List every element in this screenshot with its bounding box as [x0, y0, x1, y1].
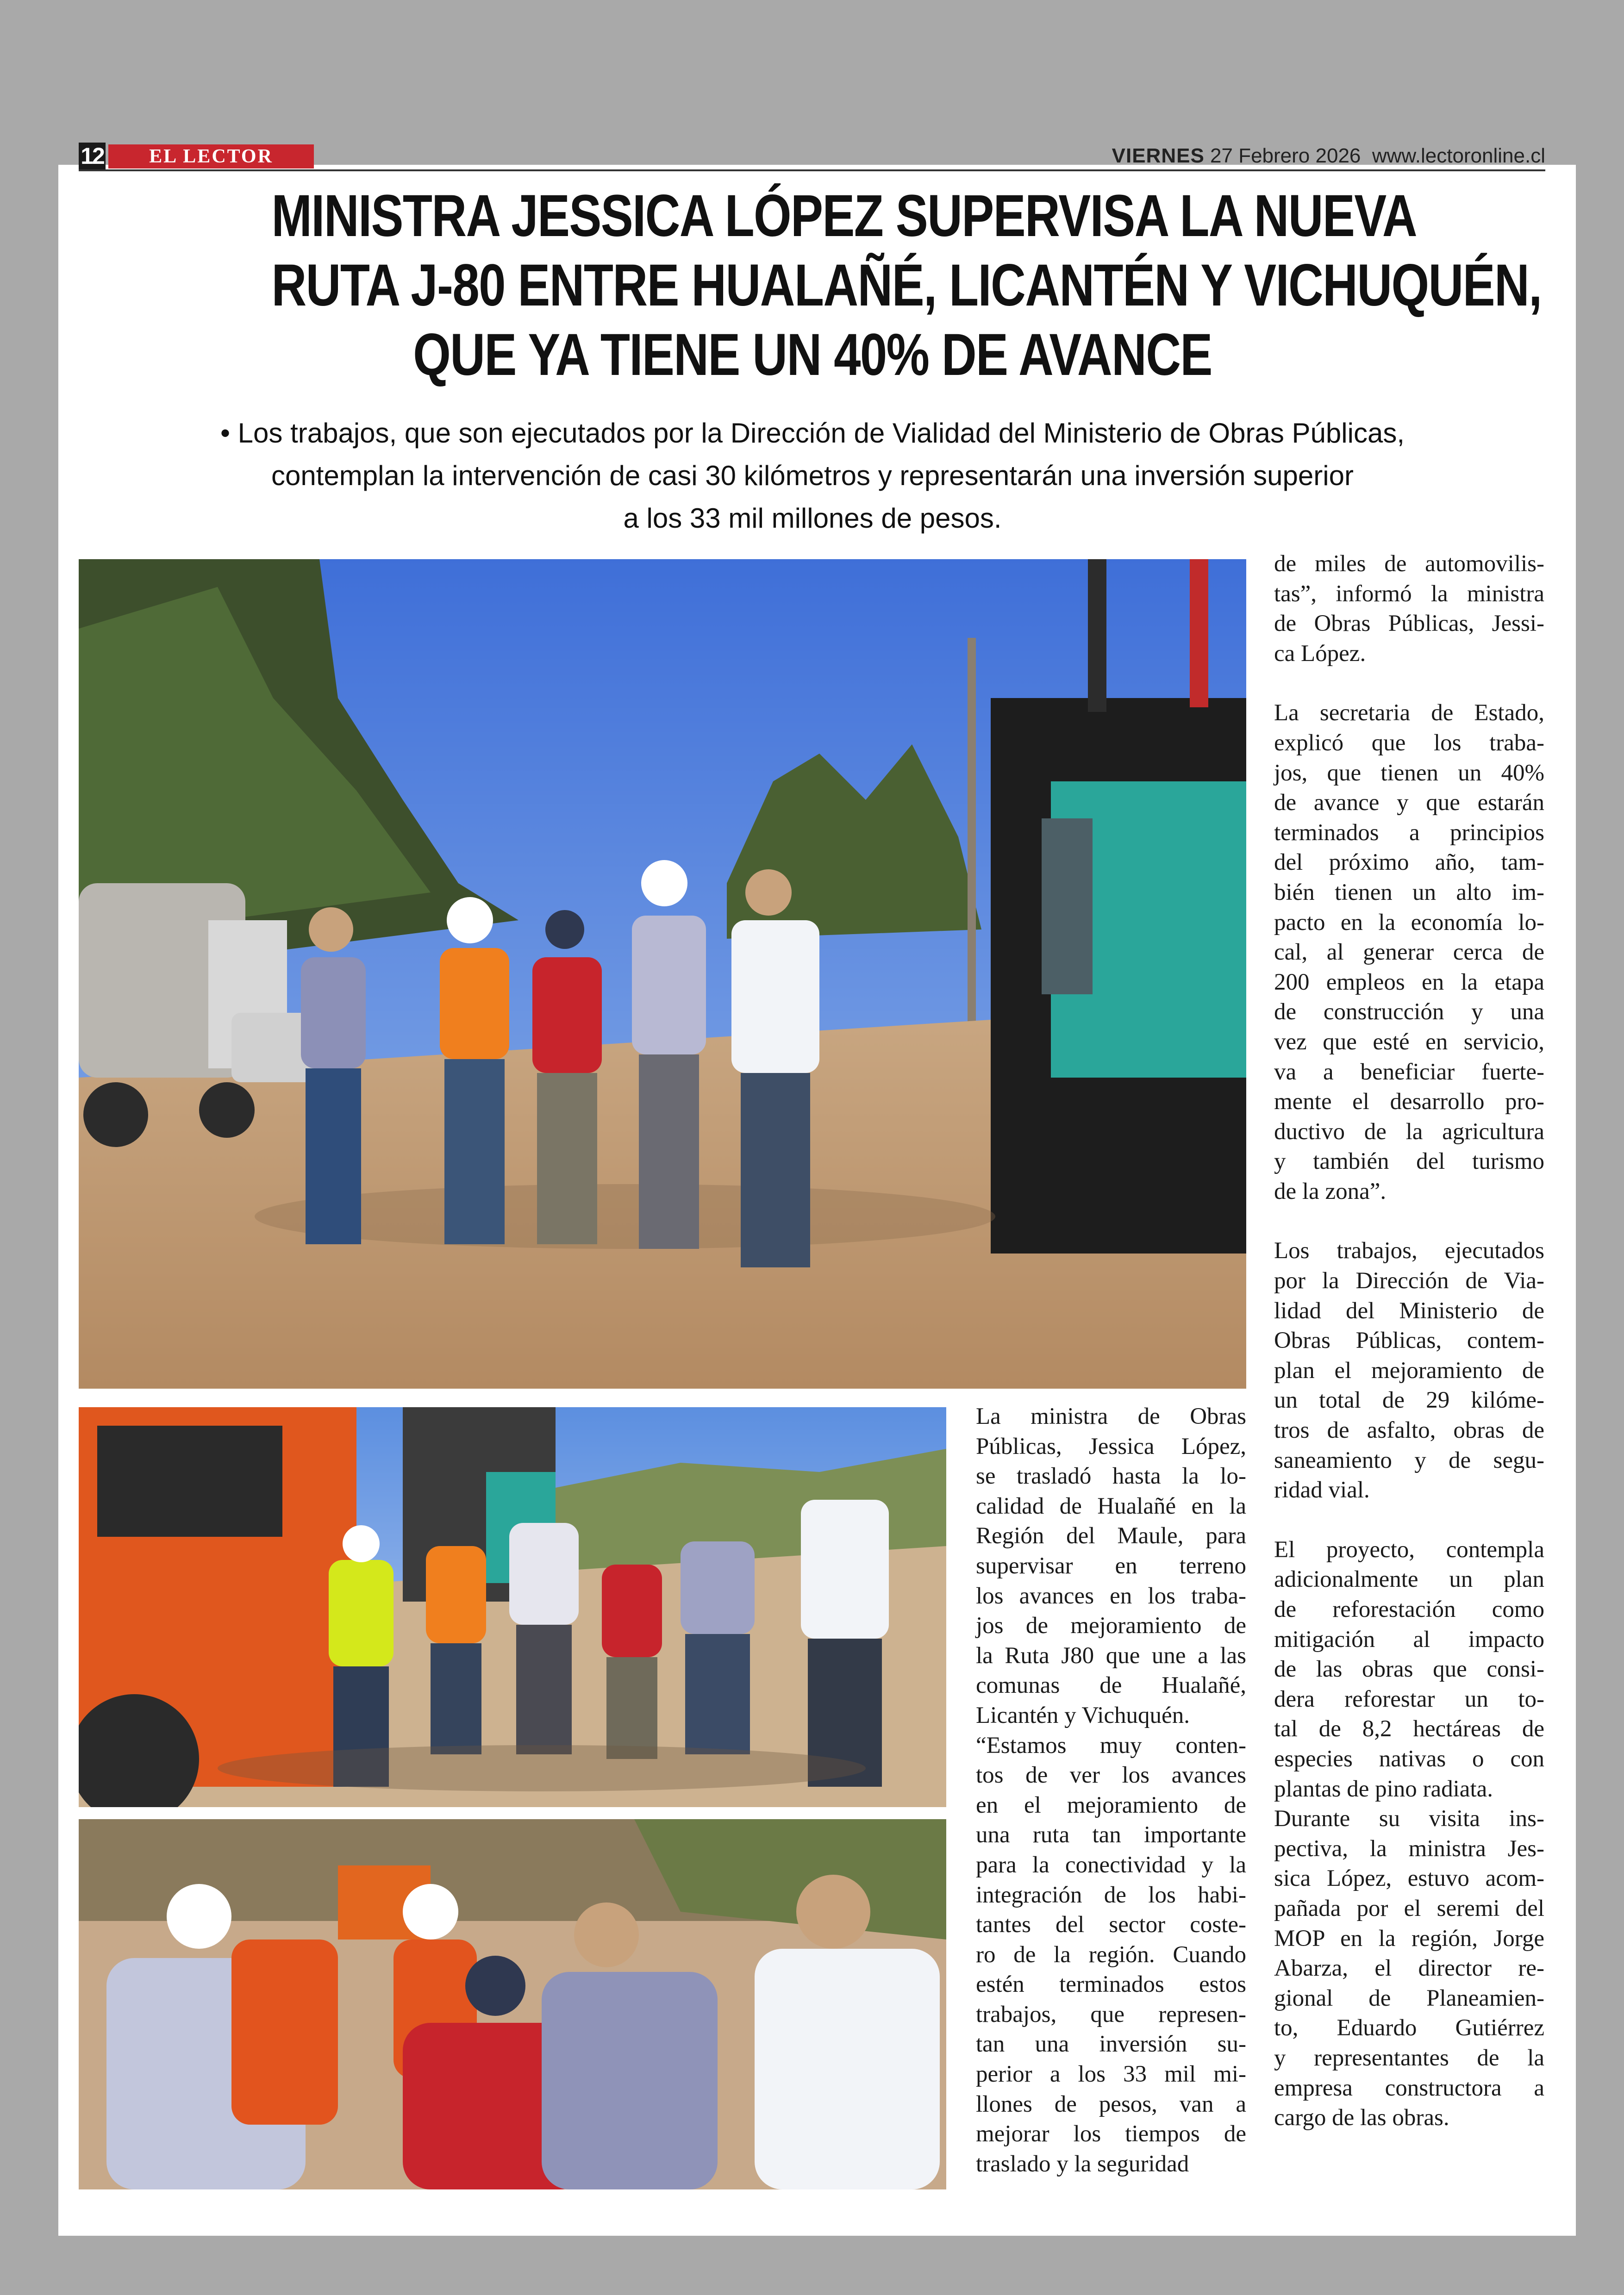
body-text-line: un total de 29 kilóme-: [1274, 1387, 1544, 1414]
article-body-middle-column: [976, 1402, 1246, 2179]
paragraph-gap: [1274, 1206, 1544, 1236]
body-text-line: y también del turismo: [1274, 1148, 1544, 1175]
body-text-line: tantes del sector coste-: [976, 1912, 1246, 1938]
body-text-line: “Estamos muy conten-: [976, 1732, 1246, 1759]
body-text-line: traslado y la seguridad: [976, 2151, 1189, 2177]
body-text-line: lidad del Ministerio de: [1274, 1297, 1544, 1324]
body-text-line: bién tienen un alto im-: [1274, 879, 1544, 905]
body-text-line: y representantes de la: [1274, 2045, 1544, 2071]
body-text-line: La secretaria de Estado,: [1274, 700, 1544, 726]
body-text-line: especies nativas o con: [1274, 1746, 1544, 1772]
weekday: VIERNES: [1112, 144, 1205, 167]
article-subhead: [144, 412, 1481, 540]
article-body-right-column: [1274, 549, 1544, 2133]
body-text-line: La ministra de Obras: [976, 1403, 1246, 1429]
secondary-photo-group: [79, 1819, 946, 2189]
dateline: [1112, 144, 1545, 168]
page-header: [79, 139, 1545, 171]
body-text-line: pacto en la economía lo-: [1274, 909, 1544, 935]
body-text-line: de reforestación como: [1274, 1597, 1544, 1622]
body-text-line: en el mejoramiento de: [976, 1792, 1246, 1818]
body-text-line: por la Dirección de Via-: [1274, 1268, 1544, 1294]
body-text-line: la Ruta J80 que une a las: [976, 1642, 1246, 1669]
body-text-line: jos, que tienen un 40%: [1274, 760, 1544, 786]
body-text-line: Abarza, el director re-: [1274, 1955, 1544, 1982]
body-text-line: empresa constructora a: [1274, 2075, 1544, 2101]
body-text-line: mejorar los tiempos de: [976, 2121, 1246, 2147]
paragraph-gap: [1274, 668, 1544, 698]
body-text-line: to, Eduardo Gutiérrez: [1274, 2015, 1544, 2041]
newspaper-logo: EL LECTOR: [108, 144, 314, 168]
body-text-line: ridad vial.: [1274, 1477, 1370, 1503]
body-text-line: de construcción y una: [1274, 999, 1544, 1025]
body-text-line: Los trabajos, ejecutados: [1274, 1238, 1544, 1264]
main-photo: [79, 559, 1246, 1389]
body-text-line: Región del Maule, para: [976, 1523, 1246, 1549]
body-text-line: Públicas, Jessica López,: [976, 1433, 1246, 1459]
body-text-line: de Obras Públicas, Jessi-: [1274, 611, 1544, 637]
body-text-line: supervisar en terreno: [976, 1553, 1246, 1579]
body-text-line: Durante su visita ins-: [1274, 1806, 1544, 1832]
body-text-line: Licantén y Vichuquén.: [976, 1702, 1190, 1728]
body-text-line: calidad de Hualañé en la: [976, 1493, 1246, 1519]
body-text-line: estén terminados estos: [976, 1971, 1246, 1998]
body-text-line: integración de los habi-: [976, 1882, 1246, 1908]
body-text-line: trabajos, que represen-: [976, 2001, 1246, 2027]
body-text-line: gional de Planeamien-: [1274, 1985, 1544, 2011]
body-text-line: MOP en la región, Jorge: [1274, 1925, 1544, 1952]
headline-line: RUTA J-80 ENTRE HUALAÑÉ, LICANTÉN Y VICHUQUÉN,: [271, 252, 1542, 318]
body-text-line: los avances en los traba-: [976, 1583, 1246, 1609]
headline-line: MINISTRA JESSICA LÓPEZ SUPERVISA LA NUEVA: [271, 183, 1417, 249]
body-text-line: pañada por el seremi del: [1274, 1895, 1544, 1921]
body-text-line: 200 empleos en la etapa: [1274, 969, 1544, 995]
header-rule: [79, 169, 1545, 171]
body-text-line: ca López.: [1274, 640, 1366, 667]
body-text-line: saneamiento y de segu-: [1274, 1447, 1544, 1473]
body-text-line: de la zona”.: [1274, 1178, 1387, 1204]
body-text-line: tas”, informó la ministra: [1274, 580, 1544, 607]
body-text-line: adicionalmente un plan: [1274, 1566, 1544, 1593]
body-text-line: se trasladó hasta la lo-: [976, 1463, 1246, 1490]
body-text-line: para la conectividad y la: [976, 1852, 1246, 1878]
body-text-line: llones de pesos, van a: [976, 2091, 1246, 2117]
body-text-line: tal de 8,2 hectáreas de: [1274, 1716, 1544, 1742]
paragraph-gap: [1274, 1505, 1544, 1535]
body-text-line: sica López, estuvo acom-: [1274, 1865, 1544, 1892]
body-text-line: terminados a principios: [1274, 819, 1544, 846]
body-text-line: tros de asfalto, obras de: [1274, 1417, 1544, 1444]
headline-line: QUE YA TIENE UN 40% DE AVANCE: [413, 322, 1212, 388]
body-text-line: Obras Públicas, contem-: [1274, 1328, 1544, 1354]
body-text-line: de avance y que estarán: [1274, 790, 1544, 816]
subhead-line: • Los trabajos, que son ejecutados por la Dirección de Vialidad del Ministerio de Obras Públicas,: [220, 418, 1405, 449]
body-text-line: explicó que los traba-: [1274, 730, 1544, 756]
body-text-line: tos de ver los avances: [976, 1762, 1246, 1789]
body-text-line: perior a los 33 mil mi-: [976, 2061, 1246, 2088]
body-text-line: mitigación al impacto: [1274, 1626, 1544, 1653]
body-text-line: vez que esté en servicio,: [1274, 1029, 1544, 1055]
subhead-line: a los 33 mil millones de pesos.: [623, 503, 1002, 534]
body-text-line: dera reforestar un to-: [1274, 1686, 1544, 1712]
body-text-line: va a beneficiar fuerte-: [1274, 1059, 1544, 1085]
body-text-line: jos de mejoramiento de: [976, 1613, 1246, 1639]
body-text-line: una ruta tan importante: [976, 1822, 1246, 1848]
body-text-line: de miles de automovilis-: [1274, 551, 1544, 577]
body-text-line: de las obras que consi-: [1274, 1656, 1544, 1683]
issue-date: 27 Febrero 2026: [1210, 144, 1361, 167]
page-number: 12: [79, 143, 106, 169]
body-text-line: cargo de las obras.: [1274, 2105, 1449, 2131]
body-text-line: ductivo de la agricultura: [1274, 1118, 1544, 1145]
body-text-line: ro de la región. Cuando: [976, 1941, 1246, 1968]
body-text-line: El proyecto, contempla: [1274, 1536, 1544, 1563]
secondary-photo-roller: [79, 1407, 946, 1807]
body-text-line: comunas de Hualañé,: [976, 1672, 1246, 1699]
body-text-line: mente el desarrollo pro-: [1274, 1089, 1544, 1115]
article-headline: [271, 181, 1542, 390]
body-text-line: del próximo año, tam-: [1274, 849, 1544, 876]
body-text-line: plan el mejoramiento de: [1274, 1357, 1544, 1384]
website-link[interactable]: www.lectoronline.cl: [1372, 144, 1545, 167]
body-text-line: cal, al generar cerca de: [1274, 939, 1544, 966]
body-text-line: plantas de pino radiata.: [1274, 1776, 1493, 1802]
body-text-line: pectiva, la ministra Jes-: [1274, 1835, 1544, 1862]
body-text-line: tan una inversión su-: [976, 2031, 1246, 2058]
subhead-line: contemplan la intervención de casi 30 kilómetros y representarán una inversión superior: [271, 460, 1354, 491]
